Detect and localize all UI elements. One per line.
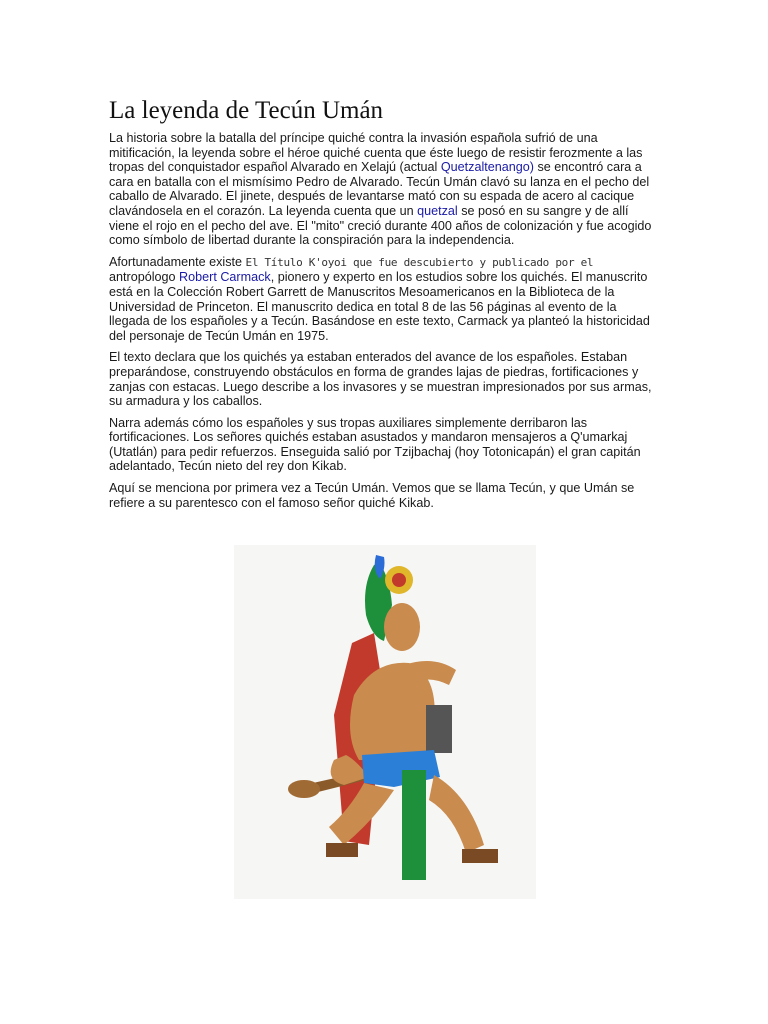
page-title: La leyenda de Tecún Umán — [109, 97, 384, 124]
head — [384, 603, 420, 651]
p1-text-c: se posó en su sangre y de allí viene el rojo en el pecho del ave. El "mito" creció durante 400 años de colonización y fue acogido como símbolo de libertad durante la conspiración para la independencia. — [109, 203, 652, 248]
p2-text-b: antropólogo — [109, 270, 180, 285]
robert-carmack-link[interactable]: Robert Carmack — [179, 270, 271, 285]
paragraph-5: Aquí se menciona por primera vez a Tecún Umán. Vemos que se llama Tecún, y que Umán se refiere a su parentesco con el famoso señor quiché Kikab. — [109, 481, 635, 510]
left-sandal — [326, 843, 358, 857]
p1-text-a: La historia sobre la batalla del príncipe quiché contra la invasión española sufrió de una mitificación, la leyenda sobre el héroe quiché cuenta que éste luego de resistir ferozmente a las tropas del conquistador español Alvarado en Xelajú (actual — [109, 131, 643, 175]
tecun-uman-illustration — [234, 545, 536, 899]
p2-text-a: Afortunadamente existe — [109, 254, 246, 269]
medallion-center — [392, 573, 406, 587]
paragraph-3: El texto declara que los quichés ya estaban enterados del avance de los españoles. Estaban preparándose, construyendo obstáculos en forma de grandes lajas de piedras, fortificaciones y zanjas con estacas. Luego describe a los invasores y se muestran impresionados por sus armas, su armadura y los caballos. — [109, 350, 652, 409]
warrior-figure-svg — [234, 545, 536, 899]
article — [109, 96, 659, 517]
p2-text-c: , pionero y experto en los estudios sobre los quichés. El manuscrito está en la Colección Robert Garrett de Manuscritos Mesoamericanos en la Biblioteca de la Universidad de Princeton. El manuscrito dedica en total 8 de las 56 páginas al evento de la llegada de los españoles y a Tecún. Basándose en este texto, Carmack ya planteó la historicidad del personaje de Tecún Umán en 1975. — [109, 270, 650, 343]
quetzaltenango-link[interactable]: Quetzaltenango) — [440, 160, 534, 175]
p2-mono-text: El Título K'oyoi que fue descubierto y publicado por el — [245, 255, 594, 269]
right-sandal — [462, 849, 498, 863]
club-head — [288, 780, 320, 798]
paragraph-4: Narra además cómo los españoles y sus tropas auxiliares simplemente derribaron las fortificaciones. Los señores quichés estaban asustados y mandaron mensajeros a Q'umarkaj (Utatlán) para pedir refuerzos. Enseguida salió por Tzijbachaj (hoy Totonicapán) el gran capitán adelantado, Tecún nieto del rey don Kikab. — [109, 415, 641, 474]
shield — [426, 705, 452, 753]
paragraph-2 — [109, 255, 659, 344]
green-sash — [402, 770, 426, 880]
paragraph-1 — [109, 131, 659, 248]
p1-text-b: se encontró cara a cara en batalla con el mismísimo Pedro de Alvarado. Tecún Umán clavó su lanza en el pecho del caballo de Alvarado. El jinete, después de levantarse mató con su espada de acero al cacique clavándosela en el corazón. La leyenda cuenta que un — [109, 160, 650, 218]
quetzal-link[interactable]: quetzal — [417, 203, 458, 218]
